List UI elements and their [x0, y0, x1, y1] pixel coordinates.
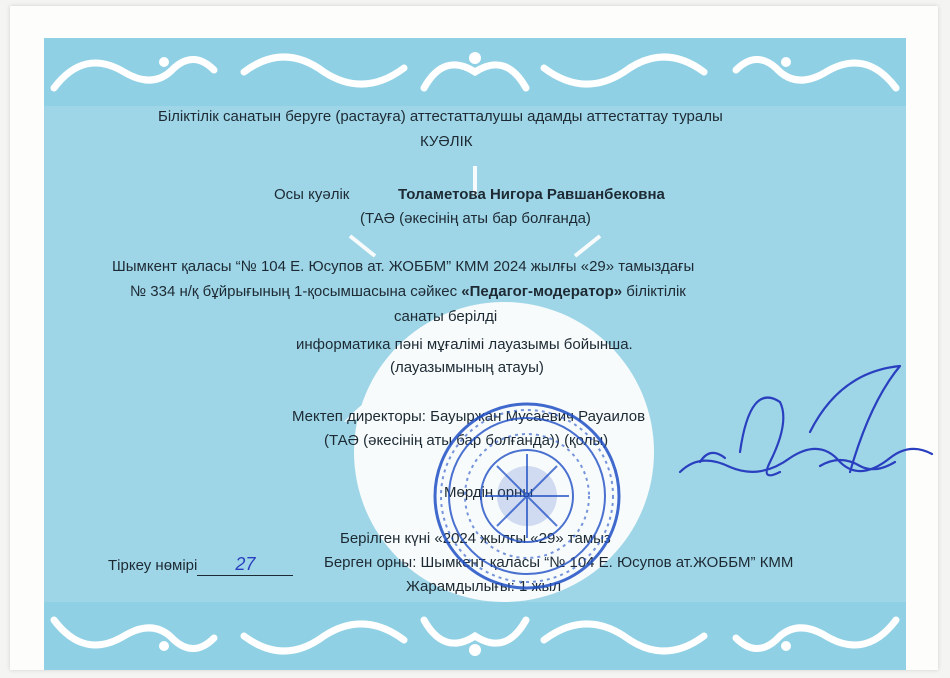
seal-label: Мөрдің орны	[444, 484, 534, 501]
certificate-heading: Біліктілік санатын беруге (растауға) аттестатталушы адамды аттестаттау туралы	[158, 108, 723, 125]
validity: Жарамдылығы: 1 жыл	[406, 578, 562, 595]
director-signature	[670, 362, 940, 512]
bottom-ornament-pattern	[44, 602, 906, 670]
name-hint: (ТАӘ (әкесінің аты бар болғанда)	[360, 210, 591, 227]
order-line-1: Шымкент қаласы “№ 104 Е. Юсупов ат. ЖОББМ” КММ 2024 жылғы «29» тамыздағы	[112, 258, 695, 275]
registration-label: Тіркеу нөмірі	[108, 557, 198, 574]
order-line-2-prefix: № 334 н/қ бұйрығының 1-қосымшасына сәйкес	[130, 283, 458, 300]
top-ornament-border	[44, 38, 906, 106]
qualification-category: «Педагог-модератор»	[461, 283, 623, 300]
order-line-2-suffix: біліктілік	[626, 283, 686, 300]
position-hint: (лауазымының атауы)	[390, 359, 544, 376]
order-line-3: санаты берілді	[394, 308, 498, 325]
certificate-title: КУӘЛІК	[420, 133, 473, 150]
official-stamp	[431, 400, 623, 592]
bottom-ornament-border	[44, 602, 906, 670]
position-text: информатика пәні мұғалімі лауазымы бойынша.	[296, 336, 633, 353]
director-hint: (ТАӘ (әкесінің аты бар болғанда)) (қолы)	[324, 432, 609, 449]
registration-number: 27	[197, 554, 293, 576]
issued-date: Берілген күні «2024 жылғы «29» тамыз	[340, 530, 611, 547]
certificate-sheet	[10, 6, 938, 670]
registration-number-row	[108, 554, 293, 576]
top-ornament-pattern	[44, 38, 906, 106]
holder-name: Толаметова Нигора Равшанбековна	[398, 186, 665, 203]
issued-to-label: Осы куәлік	[274, 186, 350, 203]
issued-place: Берген орны: Шымкент қаласы “№ 104 Е. Юсупов ат.ЖОББМ” КММ	[324, 554, 794, 571]
order-line-2	[130, 283, 686, 300]
director-line: Мектеп директоры: Бауыржан Мусаевич Рауаилов	[292, 408, 646, 425]
